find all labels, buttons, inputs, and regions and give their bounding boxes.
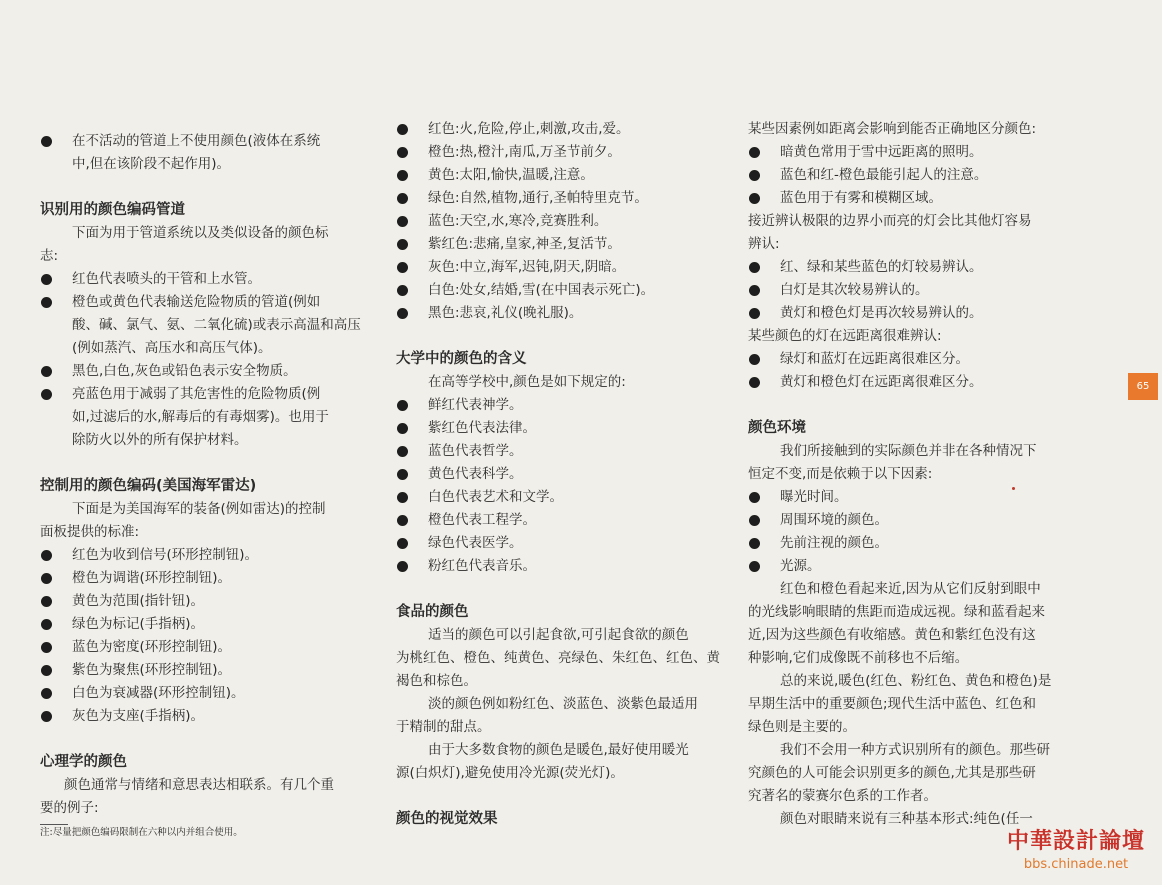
section-heading: 颜色环境 (748, 420, 806, 436)
bullet-item: 红色代表喷头的干管和上水管。 (40, 268, 380, 291)
bullet-item: 在不活动的管道上不使用颜色(液体在系统 (40, 130, 380, 153)
bullet-item: 白色代表艺术和文学。 (396, 486, 736, 509)
paragraph-first-line: 我们不会用一种方式识别所有的颜色。那些研 (780, 742, 1050, 758)
paragraph-first-line: 下面是为美国海军的装备(例如雷达)的控制 (72, 501, 326, 517)
watermark (992, 828, 1160, 882)
text-line: 近,因为这些颜色有收缩感。黄色和紫红色没有这 (748, 627, 1036, 643)
text-line: 褐色和棕色。 (396, 673, 477, 689)
paragraph-first-line: 由于大多数食物的颜色是暖色,最好使用暖光 (428, 742, 689, 758)
bullet-item: 橙色或黄色代表输送危险物质的管道(例如 (40, 291, 380, 314)
text-line: 的光线影响眼睛的焦距而造成远视。绿和蓝看起来 (748, 604, 1045, 620)
text-line: 绿色则是主要的。 (748, 719, 856, 735)
bullet-continuation: (例如蒸汽、高压水和高压气体)。 (72, 340, 272, 356)
bullet-continuation: 酸、碱、氯气、氨、二氧化硫)或表示高温和高压 (72, 317, 361, 333)
footnote: 注:尽量把颜色编码限制在六种以内并组合使用。 (40, 827, 243, 838)
bullet-item: 蓝色用于有雾和模糊区域。 (748, 187, 1098, 210)
print-speck (1012, 487, 1015, 490)
section-heading: 控制用的颜色编码(美国海军雷达) (40, 478, 257, 494)
bullet-item: 先前注视的颜色。 (748, 532, 1098, 555)
section-heading: 颜色的视觉效果 (396, 811, 498, 827)
paragraph-first-line: 适当的颜色可以引起食欲,可引起食欲的颜色 (428, 627, 689, 643)
bullet-item: 白色为衰减器(环形控制钮)。 (40, 682, 380, 705)
bullet-item: 绿色代表医学。 (396, 532, 736, 555)
paragraph-first-line: 在高等学校中,颜色是如下规定的: (428, 374, 626, 390)
paragraph-first-line: 淡的颜色例如粉红色、淡蓝色、淡紫色最适用 (428, 696, 698, 712)
paragraph-first-line: 我们所接触到的实际颜色并非在各种情况下 (780, 443, 1037, 459)
spacer (40, 176, 380, 199)
text-line: 接近辨认极限的边界小而亮的灯会比其他灯容易 (748, 213, 1032, 229)
section-heading: 大学中的颜色的含义 (396, 351, 527, 367)
bullet-item: 黄色:太阳,愉快,温暖,注意。 (396, 164, 736, 187)
watermark-url: bbs.chinade.net (1023, 857, 1129, 872)
bullet-item: 蓝色:天空,水,寒冷,竞赛胜利。 (396, 210, 736, 233)
bullet-item: 粉红色代表音乐。 (396, 555, 736, 578)
text-line: 志: (40, 248, 59, 264)
bullet-item: 周围环境的颜色。 (748, 509, 1098, 532)
spacer (748, 394, 1098, 417)
paragraph-first-line: 下面为用于管道系统以及类似设备的颜色标 (72, 225, 329, 241)
text-line: 究颜色的人可能会识别更多的颜色,尤其是那些研 (748, 765, 1036, 781)
text-line: 源(白炽灯),避免使用冷光源(荧光灯)。 (396, 765, 624, 781)
text-line: 辨认: (748, 236, 780, 252)
spacer (396, 325, 736, 348)
bullet-item: 鲜红代表神学。 (396, 394, 736, 417)
section-heading: 识别用的颜色编码管道 (40, 202, 185, 218)
bullet-continuation: 除防火以外的所有保护材料。 (72, 432, 248, 448)
paragraph-first-line: 红色和橙色看起来近,因为从它们反射到眼中 (780, 581, 1041, 597)
bullet-item: 紫红色代表法律。 (396, 417, 736, 440)
left-column (40, 118, 380, 820)
spacer (396, 785, 736, 808)
bullet-item: 黑色,白色,灰色或铅色表示安全物质。 (40, 360, 380, 383)
spacer (396, 578, 736, 601)
spacer (40, 452, 380, 475)
bullet-item: 绿色为标记(手指柄)。 (40, 613, 380, 636)
paragraph-first-line: 总的来说,暖色(红色、粉红色、黄色和橙色)是 (780, 673, 1052, 689)
bullet-item: 光源。 (748, 555, 1098, 578)
bullet-item: 蓝色代表哲学。 (396, 440, 736, 463)
bullet-item: 黑色:悲哀,礼仪(晚礼服)。 (396, 302, 736, 325)
bullet-continuation: 如,过滤后的水,解毒后的有毒烟雾)。也用于 (72, 409, 329, 425)
bullet-item: 灰色为支座(手指柄)。 (40, 705, 380, 728)
bullet-item: 红、绿和某些蓝色的灯较易辨认。 (748, 256, 1098, 279)
bullet-item: 绿灯和蓝灯在远距离很难区分。 (748, 348, 1098, 371)
right-column (748, 118, 1098, 831)
bullet-item: 黄灯和橙色灯是再次较易辨认的。 (748, 302, 1098, 325)
bullet-item: 绿色:自然,植物,通行,圣帕特里克节。 (396, 187, 736, 210)
text-line: 为桃红色、橙色、纯黄色、亮绿色、朱红色、红色、黄 (396, 650, 720, 666)
bullet-item: 橙色为调谐(环形控制钮)。 (40, 567, 380, 590)
text-line: 要的例子: (40, 800, 99, 816)
spacer (40, 118, 380, 130)
bullet-item: 曝光时间。 (748, 486, 1098, 509)
bullet-item: 暗黄色常用于雪中远距离的照明。 (748, 141, 1098, 164)
text-line: 究著名的蒙赛尔色系的工作者。 (748, 788, 937, 804)
bullet-item: 黄灯和橙色灯在远距离很难区分。 (748, 371, 1098, 394)
section-heading: 心理学的颜色 (40, 754, 127, 770)
bullet-item: 蓝色为密度(环形控制钮)。 (40, 636, 380, 659)
paragraph-first-line: 颜色对眼睛来说有三种基本形式:纯色(任一 (780, 811, 1033, 827)
bullet-item: 红色为收到信号(环形控制钮)。 (40, 544, 380, 567)
middle-column (396, 118, 736, 831)
spacer (40, 728, 380, 751)
paragraph-first-line: 颜色通常与情绪和意思表达相联系。有几个重 (64, 777, 334, 793)
bullet-continuation: 中,但在该阶段不起作用)。 (72, 156, 231, 172)
page-number-tab: 65 (1128, 373, 1158, 400)
text-line: 种影响,它们成像既不前移也不后缩。 (748, 650, 969, 666)
text-line: 于精制的甜点。 (396, 719, 491, 735)
bullet-item: 灰色:中立,海军,迟钝,阴天,阴暗。 (396, 256, 736, 279)
bullet-item: 黄色为范围(指针钮)。 (40, 590, 380, 613)
bullet-item: 紫色为聚焦(环形控制钮)。 (40, 659, 380, 682)
footnote-block (40, 812, 360, 841)
bullet-item: 红色:火,危险,停止,刺激,攻击,爱。 (396, 118, 736, 141)
bullet-item: 橙色代表工程学。 (396, 509, 736, 532)
bullet-item: 白色:处女,结婚,雪(在中国表示死亡)。 (396, 279, 736, 302)
text-line: 早期生活中的重要颜色;现代生活中蓝色、红色和 (748, 696, 1037, 712)
bullet-item: 亮蓝色用于减弱了其危害性的危险物质(例 (40, 383, 380, 406)
bullet-item: 紫红色:悲痛,皇家,神圣,复活节。 (396, 233, 736, 256)
text-line: 恒定不变,而是依赖于以下因素: (748, 466, 933, 482)
bullet-item: 黄色代表科学。 (396, 463, 736, 486)
bullet-item: 白灯是其次较易辨认的。 (748, 279, 1098, 302)
section-heading: 食品的颜色 (396, 604, 469, 620)
text-line: 面板提供的标准: (40, 524, 140, 540)
text-line: 某些颜色的灯在远距离很难辨认: (748, 328, 942, 344)
text-line: 某些因素例如距离会影响到能否正确地区分颜色: (748, 121, 1037, 137)
bullet-item: 橙色:热,橙汁,南瓜,万圣节前夕。 (396, 141, 736, 164)
watermark-title: 中華設計論壇 (1006, 829, 1145, 854)
bullet-item: 蓝色和红-橙色最能引起人的注意。 (748, 164, 1098, 187)
